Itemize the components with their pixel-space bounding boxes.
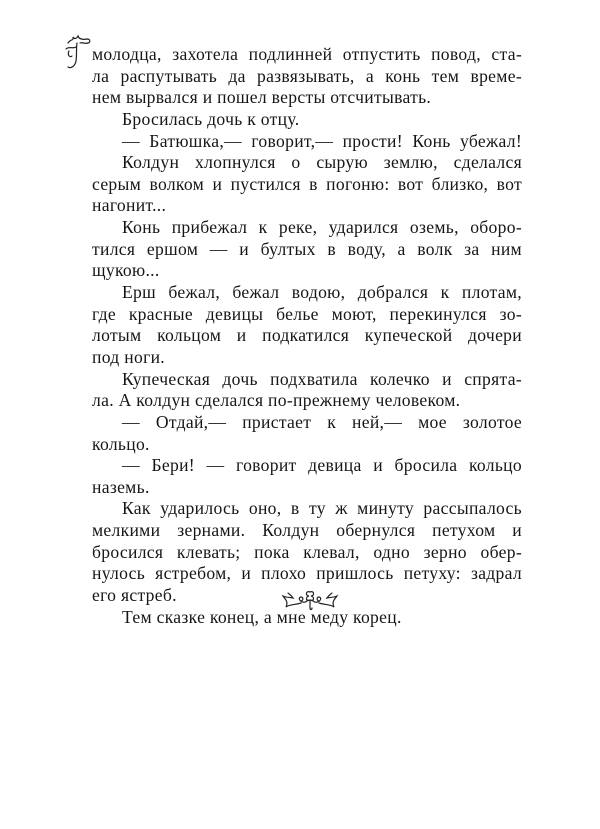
text-line: ла. А колдун сделался по-прежнему человеком. (92, 390, 461, 411)
text-line: — Отдай,— пристает к ней,— мое золотое (122, 411, 522, 432)
text-line: наземь. (92, 476, 150, 497)
text-line: Купеческая дочь подхватила колечко и спрята- (122, 368, 522, 389)
text-line: серым волком и пустился в погоню: вот близко, вот (92, 173, 522, 194)
text-line: Колдун хлопнулся о сырую землю, сделался (122, 152, 522, 173)
text-line: Ерш бежал, бежал водою, добрался к плотам, (122, 282, 522, 303)
text-line: кольцо. (92, 433, 150, 454)
text-line: бросился клевать; пока клевал, одно зерно обер- (92, 541, 522, 562)
text-line: нулось ястребом, и плохо пришлось петуху: задрал (92, 563, 522, 584)
text-line: его ястреб. (92, 585, 177, 606)
text-line: Тем сказке конец, а мне меду корец. (122, 606, 402, 627)
text-line: щукою... (92, 260, 160, 281)
text-line: — Бери! — говорит девица и бросила кольцо (122, 455, 522, 476)
text-line: нагонит... (92, 195, 167, 216)
text-line: молодца, захотела подлинней отпустить повод, ста- (92, 44, 522, 64)
text-line: Конь прибежал к реке, ударился оземь, оборо- (122, 217, 522, 238)
floral-tailpiece-icon (281, 588, 339, 614)
text-line: — Батюшка,— говорит,— прости! Конь убежал! (122, 130, 522, 151)
document-body (92, 44, 522, 628)
text-line: Бросилась дочь к отцу. (122, 108, 300, 129)
decorative-initial-icon (64, 33, 94, 73)
text-line: нем вырвался и пошел версты отсчитывать. (92, 87, 432, 108)
text-line: Как ударилось оно, в ту ж минуту рассыпалось (122, 498, 522, 519)
text-line: мелкими зернами. Колдун обернулся петухом и (92, 520, 522, 541)
text-line: где красные девицы белье моют, перекинулся зо- (92, 303, 522, 324)
text-line: ла распутывать да развязывать, а конь тем време- (92, 65, 522, 86)
text-line: под ноги. (92, 346, 165, 367)
text-line: лотым кольцом и подкатился купеческой дочери (92, 325, 522, 346)
text-line: тился ершом — и бултых в воду, а волк за ним (92, 238, 522, 259)
